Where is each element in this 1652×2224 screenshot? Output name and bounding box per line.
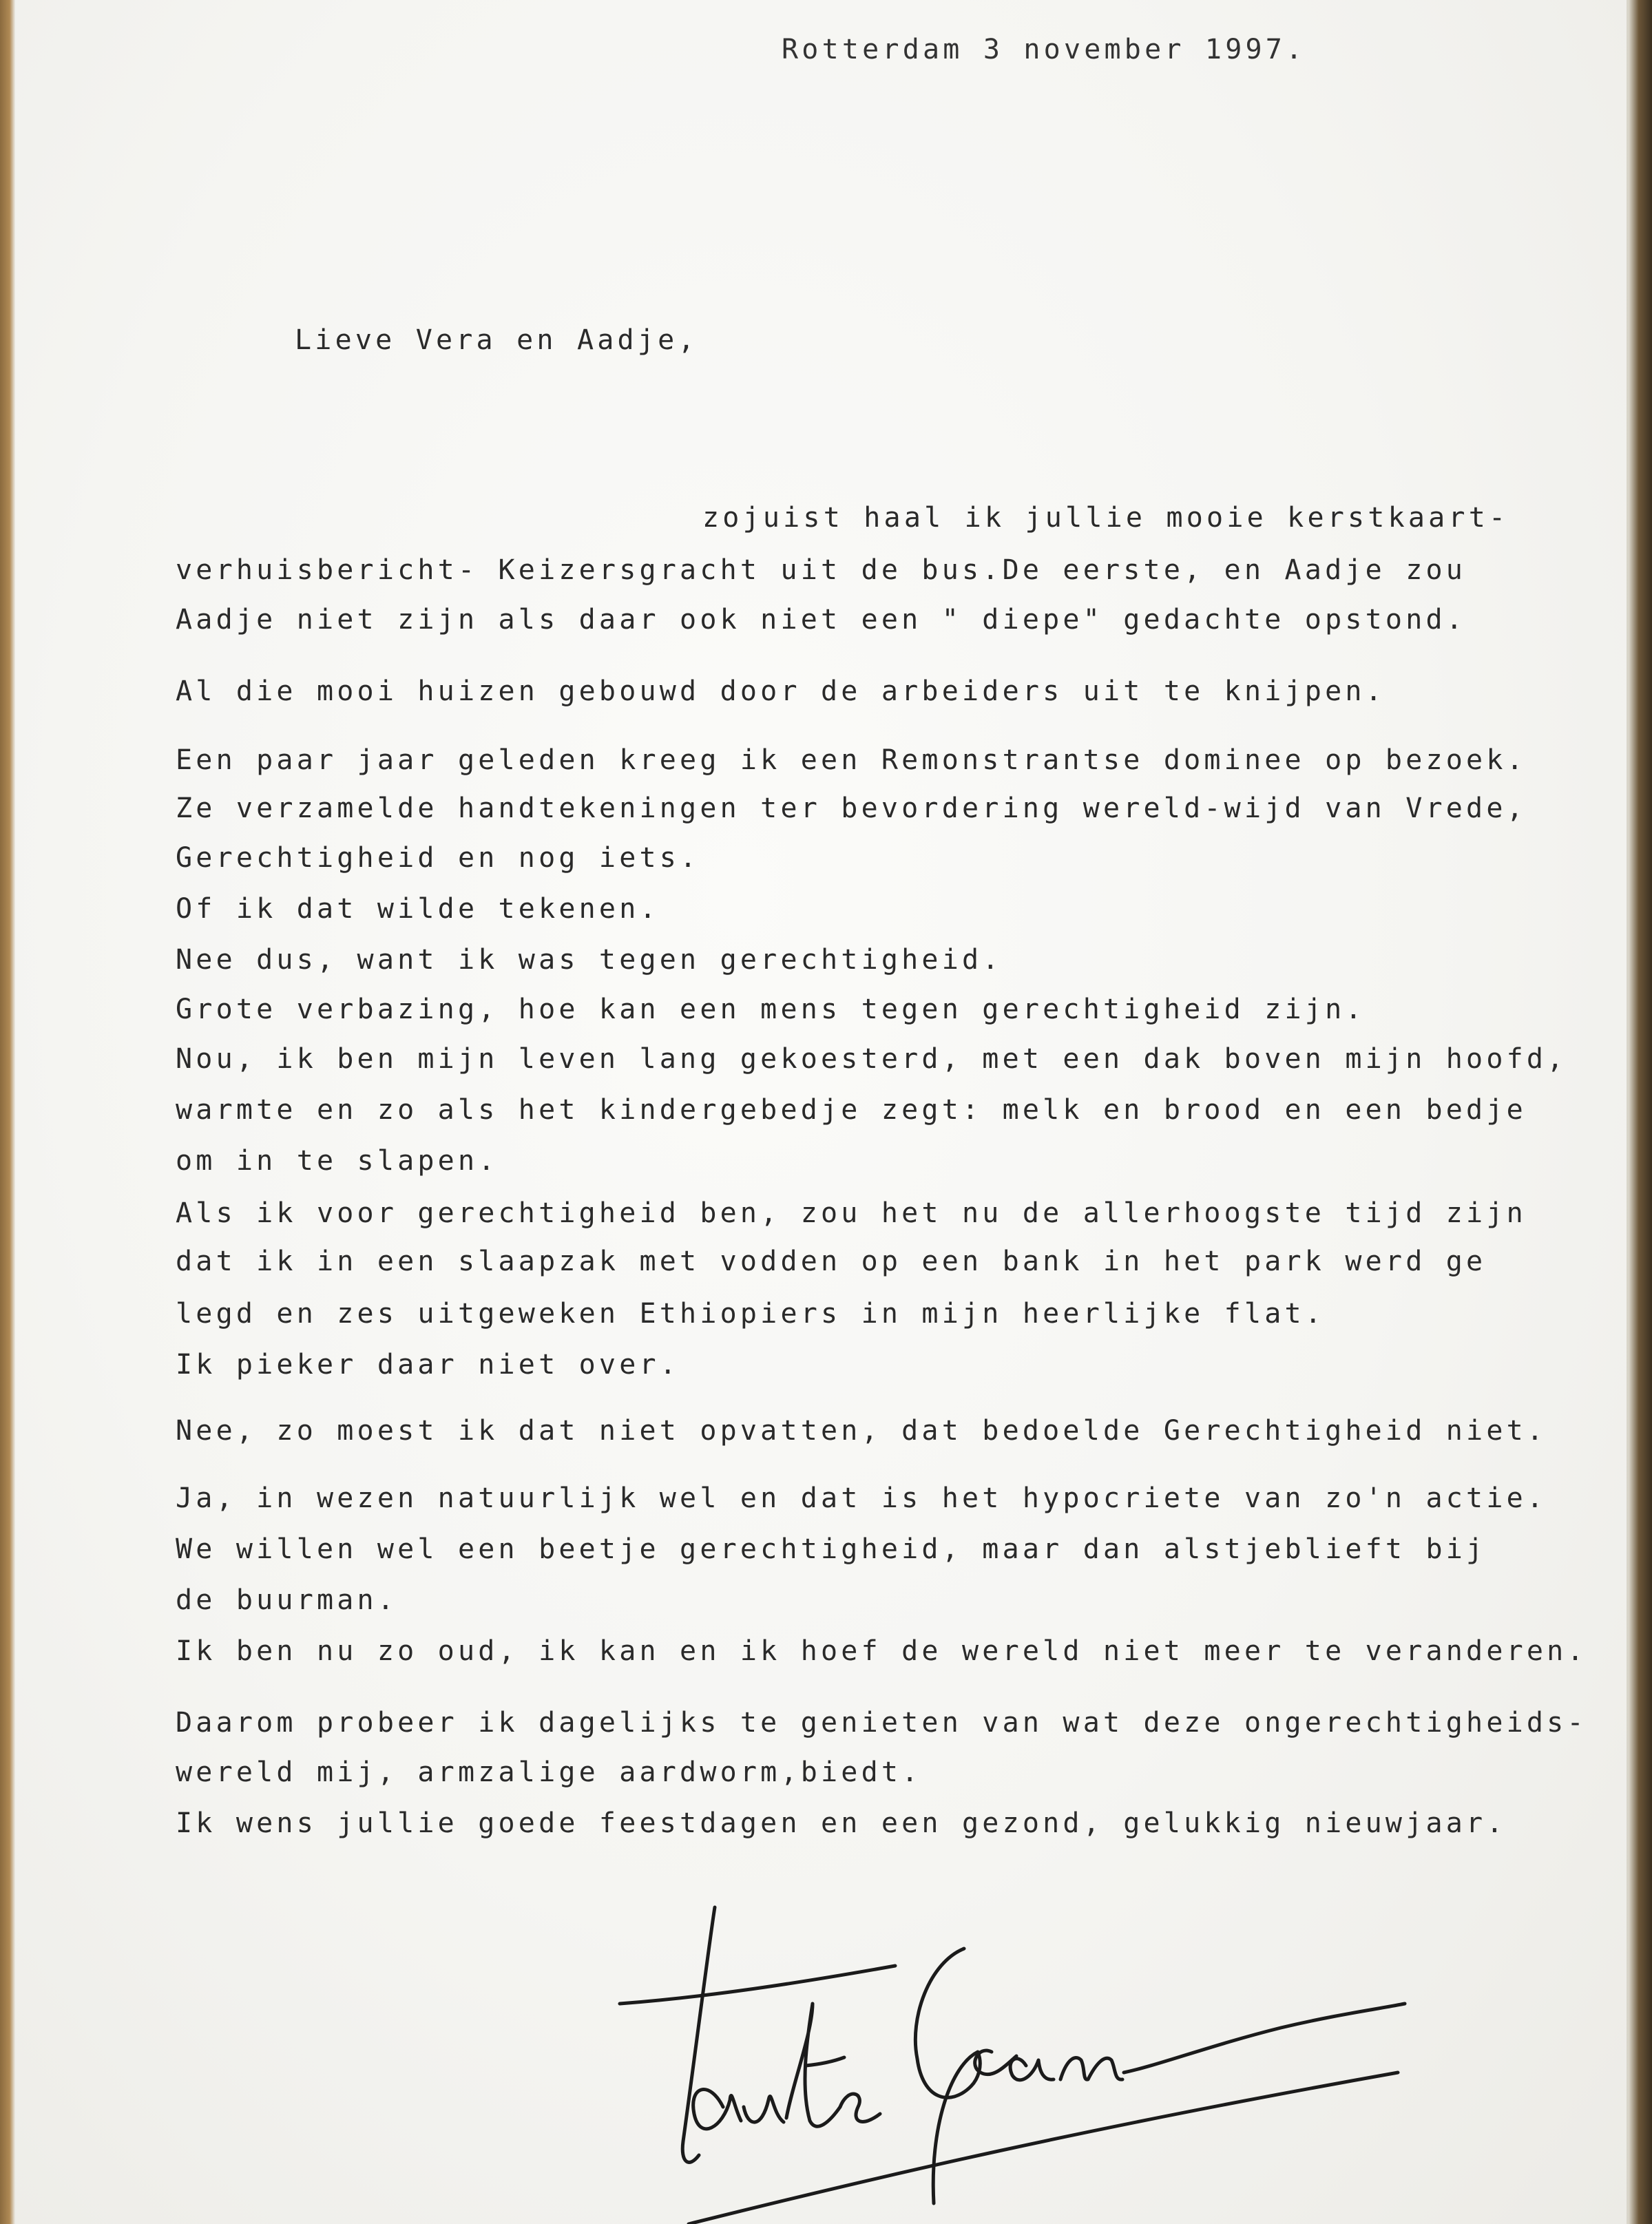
letter-line: zojuist haal ik jullie mooie kerstkaart- [702,502,1509,534]
letter-line: dat ik in een slaapzak met vodden op een bank in het park werd ge [176,1246,1487,1277]
letter-line: Als ik voor gerechtigheid ben, zou het nu de allerhoogste tijd zijn [176,1197,1527,1229]
letter-line: Nee dus, want ik was tegen gerechtigheid. [176,944,1003,976]
letter-line: Ik pieker daar niet over. [176,1349,680,1381]
letter-date: Rotterdam 3 november 1997. [782,34,1306,65]
letter-line: legd en zes uitgeweken Ethiopiers in mijn heerlijke flat. [176,1298,1326,1330]
letter-line: Ja, in wezen natuurlijk wel en dat is het hypocriete van zo'n actie. [176,1482,1547,1514]
letter-line: de buurman. [176,1584,398,1616]
letter-line: Ik wens jullie goede feestdagen en een gezond, gelukkig nieuwjaar. [176,1807,1507,1839]
letter-salutation: Lieve Vera en Aadje, [295,324,698,356]
letter-line: Aadje niet zijn als daar ook niet een " diepe" gedachte opstond. [176,604,1467,636]
letter-line: om in te slapen. [176,1145,499,1177]
letter-line: We willen wel een beetje gerechtigheid, maar dan alstjeblieft bij [176,1533,1487,1565]
letter-line: wereld mij, armzalige aardworm,biedt. [176,1756,922,1788]
letter-line: Nou, ik ben mijn leven lang gekoesterd, met een dak boven mijn hoofd, [176,1043,1567,1075]
letter-line: Al die mooi huizen gebouwd door de arbeiders uit te knijpen. [176,675,1386,707]
letter-line: Ik ben nu zo oud, ik kan en ik hoef de wereld niet meer te veranderen. [176,1635,1587,1667]
letter-line: Een paar jaar geleden kreeg ik een Remonstrantse dominee op bezoek. [176,744,1527,776]
letter-line: Of ik dat wilde tekenen. [176,893,660,925]
letter-line: verhuisbericht- Keizersgracht uit de bus.De eerste, en Aadje zou [176,554,1467,586]
handwritten-signature [606,1880,1419,2224]
letter-line: Ze verzamelde handtekeningen ter bevordering wereld-wijd van Vrede, [176,793,1527,824]
letter-line: Nee, zo moest ik dat niet opvatten, dat bedoelde Gerechtigheid niet. [176,1415,1547,1447]
letter-line: warmte en zo als het kindergebedje zegt: melk en brood en een bedje [176,1094,1527,1126]
letter-line: Daarom probeer ik dagelijks te genieten van wat deze ongerechtigheids- [176,1707,1587,1739]
letter-line: Grote verbazing, hoe kan een mens tegen gerechtigheid zijn. [176,994,1366,1025]
letter-line: Gerechtigheid en nog iets. [176,842,700,874]
